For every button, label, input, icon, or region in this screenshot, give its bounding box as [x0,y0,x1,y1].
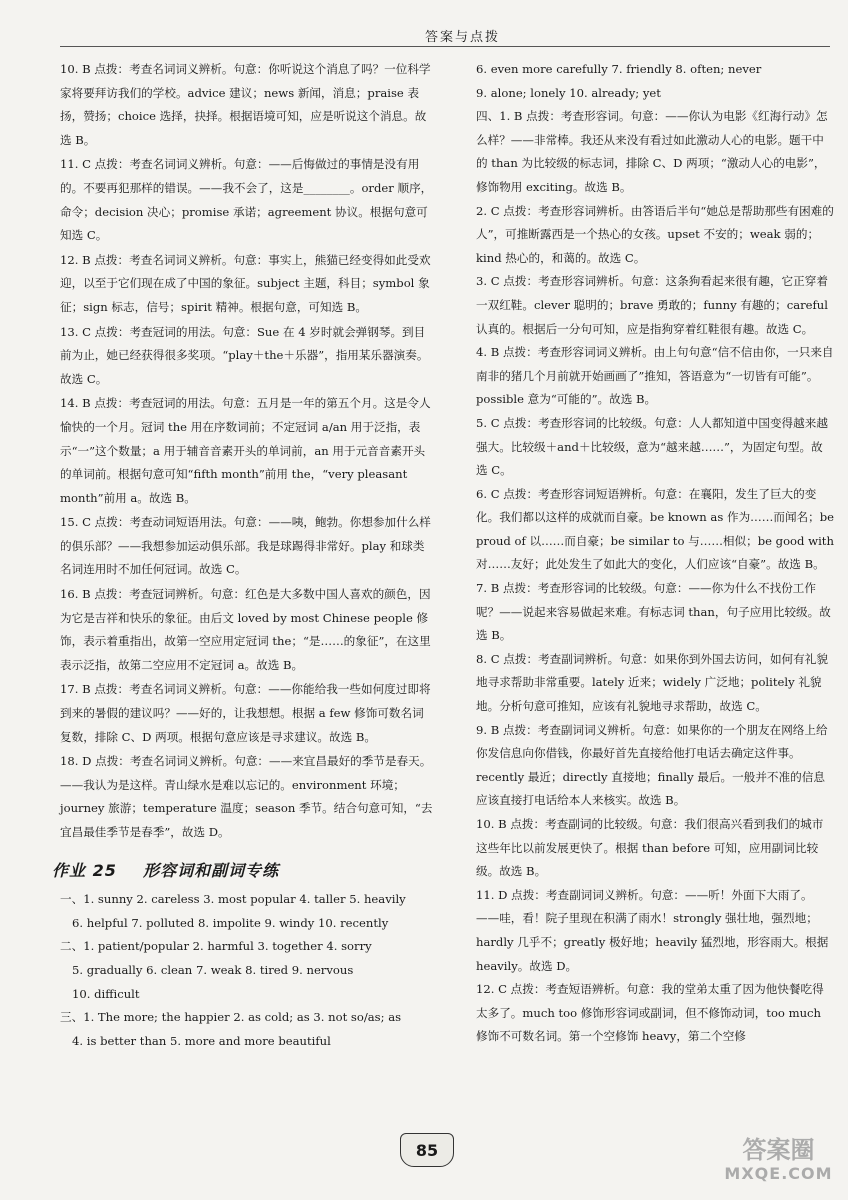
answer-line-7: 4. is better than 5. more and more beautiful [72,1033,331,1048]
answer-item-4-7: 7. B 点拨：考查形容词的比较级。句意：——你为什么不找份工作呢？——说起来容易做起来难。有标志词 than，句子应用比较级。故选 B。 [476,581,831,643]
answer-item-4-12: 12. C 点拨：考查短语辨析。句意：我的堂弟太重了因为他快餐吃得太多了。much too 修饰形容词或副词，但不修饰动词，too much 修饰不可数名词。第一个空修饰 heavy，第二个空修 [476,982,824,1044]
answer-line-9: 9. alone; lonely 10. already; yet [476,85,661,100]
answer-item-4-1: 四、1. B 点拨：考查形容词。句意：——你认为电影《红海行动》怎么样？——非常棒。我还从来没有看过如此激动人心的电影。题干中的 than 为比较级的标志词，排除 C、D 两项；“激动人心的电影”，修饰物用 exciting。故选 B。 [476,109,828,194]
answer-line-5: 10. difficult [72,986,140,1001]
homework-number: 作业 25 [52,860,117,880]
answer-item-4-3: 3. C 点拨：考查形容词辨析。句意：这条狗看起来很有趣，它正穿着一双红鞋。clever 聪明的；brave 勇敢的；funny 有趣的；careful 认真的。根据后一分句可知，应是指狗穿着红鞋很有趣。故选 C。 [476,274,828,336]
answer-item-12: 12. B 点拨：考查名词词义辨析。句意：事实上，熊猫已经变得如此受欢迎，以至于它们现在成了中国的象征。subject 主题，科目；symbol 象征；sign 标志，信号；spirit 精神。根据句意，可知选 B。 [60,252,431,314]
answer-line-8: 6. even more carefully 7. friendly 8. often; never [476,62,762,76]
watermark-logo [721,1138,836,1196]
answer-item-4-8: 8. C 点拨：考查副词辨析。句意：如果你到外国去访问，如何有礼貌地寻求帮助非常重要。lately 近来；widely 广泛地；politely 礼貌地。分析句意可推知，应该有礼貌地寻求帮助，故选 C。 [476,651,828,714]
answer-item-17: 17. B 点拨：考查名词词义辨析。句意：——你能给我一些如何度过即将到来的暑假的建议吗？——好的，让我想想。根据 a few 修饰可数名词复数，排除 C、D 两项。根据句意应该是寻求建议。故选 B。 [60,682,431,744]
answer-item-18: 18. D 点拨：考查名词词义辨析。句意：——来宜昌最好的季节是春天。——我认为是这样。青山绿水是难以忘记的。environment 环境；journey 旅游；temperature 温度；season 季节。结合句意可知，“去宜昌最佳季节是春季”，故选 D。 [60,754,433,839]
answer-line-4: 5. gradually 6. clean 7. weak 8. tired 9. nervous [72,962,354,977]
watermark-text-top: 答案圈 [742,1136,815,1164]
right-column [476,58,834,1049]
answer-line-3: 二、1. patient/popular 2. harmful 3. together 4. sorry [60,939,372,954]
answer-item-13: 13. C 点拨：考查冠词的用法。句意：Sue 在 4 岁时就会弹钢琴。到目前为止，她已经获得很多奖项。“play＋the＋乐器”，指用某乐器演奏。故选 C。 [60,324,429,386]
answer-item-14: 14. B 点拨：考查冠词的用法。句意：五月是一年的第五个月。这是令人愉快的一个月。冠词 the 用在序数词前；不定冠词 a/an 用于泛指，表示“一”这个数量；a 用于辅音音素开头的单词前，an 用于元音音素开头的单词前。根据句意可知“fifth month”前用 the，“very pleasant month”前用 a。故选 B。 [60,396,431,505]
answer-item-16: 16. B 点拨：考查冠词辨析。句意：红色是大多数中国人喜欢的颜色，因为它是吉祥和快乐的象征。由后文 loved by most Chinese people 修饰，表示着重指出，故第一空应用定冠词 the；“是……的象征”，在这里表示泛指，故第二空应用不定冠词 a。故选 B。 [60,587,431,672]
answer-item-4-6: 6. C 点拨：考查形容词短语辨析。句意：在襄阳，发生了巨大的变化。我们都以这样的成就而自豪。be known as 作为……而闻名；be proud of 以……而自豪；be similar to 与……相似；be good with 对……友好；此处发生了如此大的变化，人们应该“自豪”。故选 B。 [476,486,835,572]
watermark-text-bottom: MXQE.COM [724,1164,833,1183]
answer-item-15: 15. C 点拨：考查动词短语用法。句意：——咦，鲍勃。你想参加什么样的俱乐部？——我想参加运动俱乐部。我是球踢得非常好。play 和球类名词连用时不加任何冠词。故选 C。 [60,515,431,577]
answer-item-4-10: 10. B 点拨：考查副词的比较级。句意：我们很高兴看到我们的城市这些年比以前发展更快了。根据 than before 可知，应用副词比较级。故选 B。 [476,817,824,879]
answer-line-2: 6. helpful 7. polluted 8. impolite 9. windy 10. recently [72,915,389,930]
section-heading [52,859,435,883]
answer-item-4-5: 5. C 点拨：考查形容词的比较级。句意：人人都知道中国变得越来越强大。比较级＋and＋比较级，意为“越来越……”，为固定句型。故选 C。 [476,415,828,478]
answer-item-4-11: 11. D 点拨：考查副词词义辨析。句意：——听！外面下大雨了。——哇，看！院子里现在积满了雨水！strongly 强壮地，强烈地；hardly 几乎不；greatly 极好地；heavily 猛烈地，形容雨大。根据 heavily。故选 D。 [476,887,829,973]
answer-item-11: 11. C 点拨：考查名词词义辨析。句意：——后悔做过的事情是没有用的。不要再犯那样的错误。——我不会了，这是________。order 顺序，命令；decision 决心；promise 承诺；agreement 协议。根据句意可知选 C。 [60,157,433,243]
answer-item-4-9: 9. B 点拨：考查副词词义辨析。句意：如果你的一个朋友在网络上给你发信息向你借钱，你最好首先直接给他打电话去确定这件事。recently 最近；directly 直接地；finally 最后。一般并不准的信息应该直接打电话给本人来核实。故选 B。 [476,722,828,808]
section-title: 形容词和副词专练 [143,860,280,880]
answer-item-4-2: 2. C 点拨：考查形容词辨析。由答语后半句“她总是帮助那些有困难的人”，可推断露西是一个热心的女孩。upset 不安的；weak 弱的；kind 热心的，和蔼的。故选 C。 [476,203,834,265]
page-number: 85 [400,1133,454,1167]
page-header [60,26,830,47]
answer-item-10: 10. B 点拨：考查名词词义辨析。句意：你听说这个消息了吗？一位科学家将要拜访我们的学校。advice 建议；news 新闻，消息；praise 表扬，赞扬；choice 选择，抉择。根据语境可知，应是听说这个消息。故选 B。 [60,62,431,147]
answer-line-6: 三、1. The more; the happier 2. as cold; as 3. not so/as; as [60,1010,402,1025]
answer-line-1: 一、1. sunny 2. careless 3. most popular 4. taller 5. heavily [60,892,406,907]
left-column [52,58,435,1053]
header-title: 答案与点拨 [424,30,500,45]
answer-item-4-4: 4. B 点拨：考查形容词词义辨析。由上句句意“信不信由你，一只来自南非的猪几个月前就开始画画了”推知，答语意为“一切皆有可能”。possible 意为“可能的”。故选 B。 [476,345,834,407]
